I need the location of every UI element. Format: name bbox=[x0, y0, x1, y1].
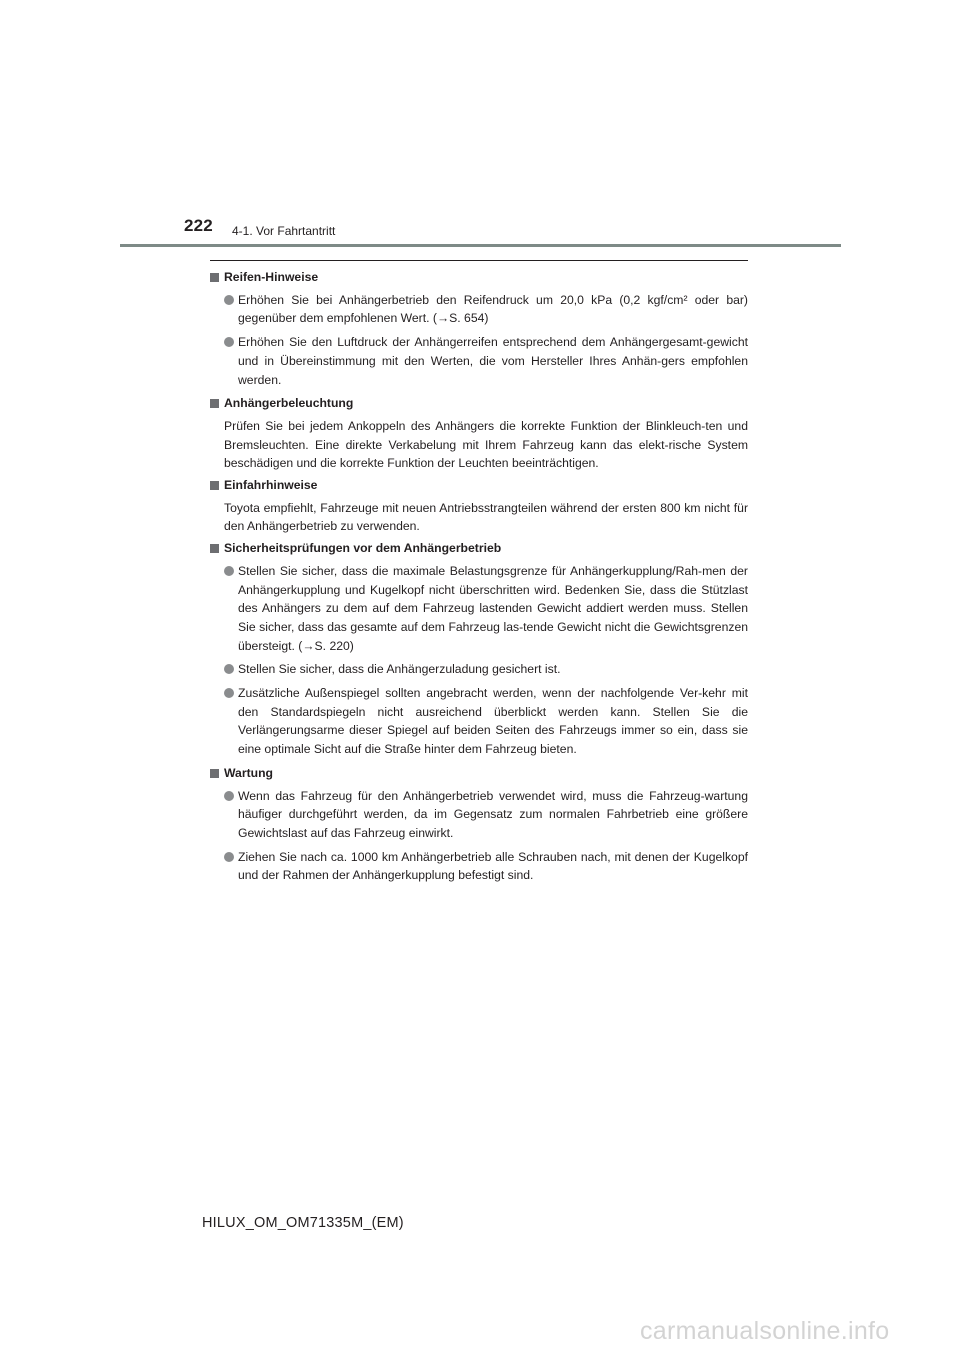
list-item-text: Ziehen Sie nach ca. 1000 km Anhängerbetrieb alle Schrauben nach, mit denen der Kugelkopf und der Rahmen der Anhängerkupplung befestigt sind. bbox=[238, 849, 748, 883]
round-bullet-icon bbox=[224, 566, 234, 576]
list-item bbox=[210, 684, 748, 759]
page-content bbox=[210, 268, 748, 890]
content-divider bbox=[210, 260, 748, 261]
round-bullet-icon bbox=[224, 664, 234, 674]
list-item-text: Wenn das Fahrzeug für den Anhängerbetrieb verwendet wird, muss die Fahrzeug-wartung häufiger durchgeführt werden, da im Gegensatz zum normalen Fahrbetrieb eine größere Gewichtslast auf das Fahrzeug einwirkt. bbox=[238, 788, 748, 840]
section-break-in bbox=[210, 476, 748, 536]
list-item-text: Stellen Sie sicher, dass die maximale Belastungsgrenze für Anhängerkupplung/Rah-men der Anhängerkupplung und Kugelkopf nicht überschritten wird. Bedenken Sie, dass die Stützlast des Anhängers zu dem auf dem Fahrzeug lastenden Gewicht addiert werden muss. Stellen Sie sicher, dass das gesamte auf dem Fahrzeug las-tende Gewicht nicht die Gewichtsgrenzen übersteigt. (→S. 220) bbox=[238, 563, 748, 653]
header-divider bbox=[120, 244, 841, 247]
watermark: carmanualsonline.info bbox=[640, 1317, 890, 1345]
list-item-text: Erhöhen Sie bei Anhängerbetrieb den Reifendruck um 20,0 kPa (0,2 kgf/cm² oder bar) gegenüber dem empfohlenen Wert. (→S. 654) bbox=[238, 292, 748, 326]
section-safety-checks bbox=[210, 539, 748, 759]
square-bullet-icon bbox=[210, 273, 219, 282]
heading-text: Anhängerbeleuchtung bbox=[224, 396, 354, 411]
list-item bbox=[210, 291, 748, 328]
round-bullet-icon bbox=[224, 688, 234, 698]
page-number: 222 bbox=[184, 216, 213, 235]
heading-text: Einfahrhinweise bbox=[224, 478, 318, 493]
document-code: HILUX_OM_OM71335M_(EM) bbox=[202, 1215, 404, 1231]
section-heading bbox=[210, 268, 748, 287]
square-bullet-icon bbox=[210, 399, 219, 408]
section-title: 4-1. Vor Fahrtantritt bbox=[232, 224, 336, 238]
section-heading bbox=[210, 764, 748, 783]
section-heading bbox=[210, 476, 748, 495]
list-item bbox=[210, 562, 748, 656]
list-item bbox=[210, 787, 748, 843]
section-heading bbox=[210, 539, 748, 558]
section-tire-notes bbox=[210, 268, 748, 389]
list-item bbox=[210, 660, 748, 679]
round-bullet-icon bbox=[224, 852, 234, 862]
paragraph: Toyota empfiehlt, Fahrzeuge mit neuen Antriebsstrangteilen während der ersten 800 km nicht für den Anhängerbetrieb zu verwenden. bbox=[224, 500, 748, 534]
square-bullet-icon bbox=[210, 481, 219, 490]
round-bullet-icon bbox=[224, 337, 234, 347]
round-bullet-icon bbox=[224, 791, 234, 801]
list-item bbox=[210, 848, 748, 885]
round-bullet-icon bbox=[224, 295, 234, 305]
list-item bbox=[210, 333, 748, 389]
section-trailer-lighting bbox=[210, 394, 748, 473]
list-item-text: Erhöhen Sie den Luftdruck der Anhängerreifen entsprechend dem Anhängergesamt-gewicht und in Übereinstimmung mit den Werten, die vom Hersteller Ihres Anhän-gers empfohlen werden. bbox=[238, 335, 748, 387]
square-bullet-icon bbox=[210, 769, 219, 778]
list-item-text: Stellen Sie sicher, dass die Anhängerzuladung gesichert ist. bbox=[238, 662, 561, 677]
square-bullet-icon bbox=[210, 544, 219, 553]
heading-text: Sicherheitsprüfungen vor dem Anhängerbetrieb bbox=[224, 541, 502, 556]
heading-text: Wartung bbox=[224, 765, 273, 780]
paragraph: Prüfen Sie bei jedem Ankoppeln des Anhängers die korrekte Funktion der Blinkleuch-ten und Bremsleuchten. Eine direkte Verkabelung mit Ihrem Fahrzeug kann das elekt-rische System beschädigen und die korrekte Funktion der Leuchten beeinträchtigen. bbox=[224, 418, 748, 471]
list-item-text: Zusätzliche Außenspiegel sollten angebracht werden, wenn der nachfolgende Ver-kehr mit den Standardspiegeln nicht ausreichend überblickt werden kann. Stellen Sie die Verlängerungsarme dieser Spiegel auf beiden Seiten des Fahrzeugs immer so ein, dass sie eine optimale Sicht auf die Straße hinter dem Fahrzeug bieten. bbox=[238, 686, 748, 757]
section-heading bbox=[210, 394, 748, 413]
section-maintenance bbox=[210, 764, 748, 885]
heading-text: Reifen-Hinweise bbox=[224, 270, 319, 284]
